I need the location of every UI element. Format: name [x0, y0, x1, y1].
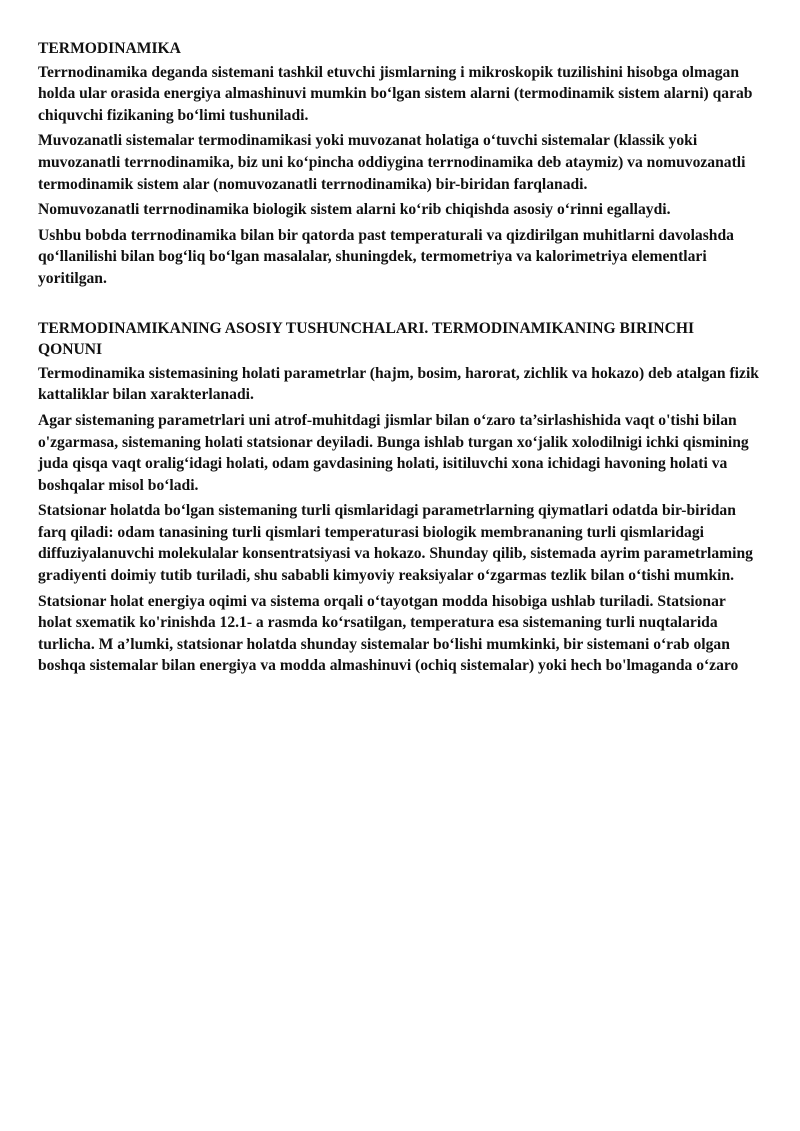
section-spacer [38, 294, 762, 318]
document-page [38, 38, 762, 681]
paragraph-stationary-state: Agar sistemaning parametrlari uni atrof-muhitdagi jismlar bilan o‘zaro ta’sirlashishida vaqt o'tishi bilan o'zgarmasa, sistemaning holati statsionar deyiladi. Bunga ishlab turgan xo‘jalik xolodilnigi ichki qismining juda qisqa vaqt oralig‘idagi holati, odam gavdasining holati, isitiluvchi xona ichidagi havoning holati va boshqalar misol bo‘ladi. [38, 411, 749, 494]
paragraph-parameter-gradients: Statsionar holatda bo‘lgan sistemaning turli qismlaridagi parametrlarning qiymatlari odatda bir-biridan farq qiladi: odam tanasining turli qismlari temperaturasi biologik membrananing turli qismlaridagi diffuziyalanuvchi molekulalar konsentratsiyasi va hokazo. Shunday qilib, sistemada ayrim parametrlaming gradiyenti doimiy tutib turiladi, shu sababli kimyoviy reaksiyalar o‘zgarmas tezlik bilan o‘tishi mumkin. [38, 502, 753, 585]
paragraph-energy-flow: Statsionar holat energiya oqimi va sistema orqali o‘tayotgan modda hisobiga ushlab turiladi. Statsionar holat sxematik ko'rinishda 12.1- a rasmda ko‘rsatilgan, temperatura esa sistemaning turli nuqtalarida turlicha. M a’lumki, statsionar holatda shunday sistemalar bo‘lishi mumkinki, bir sistemani o‘rab olgan boshqa sistemalar bilan energiya va modda almashinuvi (ochiq sistemalar) yoki hech bo'lmaganda o‘zaro [38, 592, 739, 675]
paragraph-equilibrium-systems: Muvozanatli sistemalar termodinamikasi yoki muvozanat holatiga o‘tuvchi sistemalar (klassik yoki muvozanatli terrnodinamika, biz uni ko‘pincha oddiygina terrnodinamika deb ataymiz) va nomuvozanatli termodinamik sistem alar (nomuvozanatli terrnodinamika) bir-biridan farqlanadi. [38, 132, 746, 193]
section-heading-basic-concepts: TERMODINAMIKANING ASOSIY TUSHUNCHALARI. TERMODINAMIKANING BIRINCHI QONUNI [38, 319, 695, 359]
paragraph-chapter-scope: Ushbu bobda terrnodinamika bilan bir qatorda past temperaturali va qizdirilgan muhitlarni davolashda qo‘llanilishi bilan bog‘liq bo‘lgan masalalar, shuningdek, termometriya va kalorimetriya elementlari yoritilgan. [38, 226, 734, 287]
paragraph-definition: Terrnodinamika deganda sistemani tashkil etuvchi jismlarning i mikroskopik tuzilishini hisobga olmagan holda ular orasida energiya almashinuvi mumkin bo‘lgan sistem alarni (termodinamik sistem alarni) qarab chiquvchi fizikaning bo‘limi tushuniladi. [38, 63, 753, 124]
paragraph-state-parameters: Termodinamika sistemasining holati parametrlar (hajm, bosim, harorat, zichlik va hokazo) deb atalgan fizik kattaliklar bilan xarakterlanadi. [38, 364, 759, 404]
section-heading-termodinamika: TERMODINAMIKA [38, 40, 181, 57]
paragraph-nonequilibrium: Nomuvozanatli terrnodinamika biologik sistem alarni ko‘rib chiqishda asosiy o‘rinni egallaydi. [38, 201, 671, 219]
